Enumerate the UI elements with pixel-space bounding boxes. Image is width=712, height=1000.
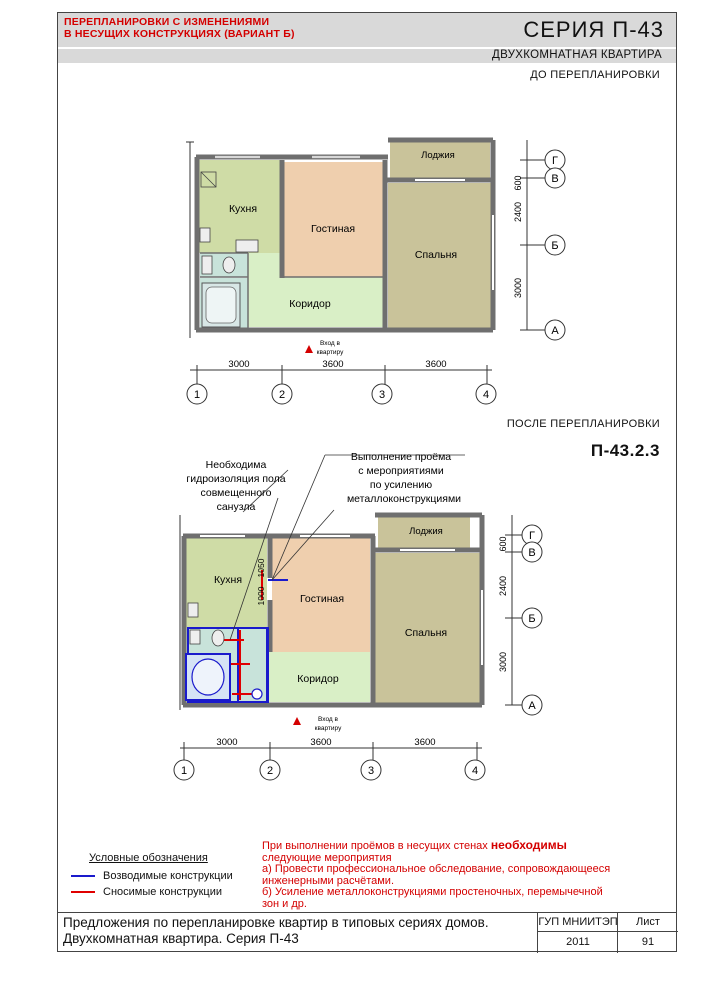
before-label: ДО ПЕРЕПЛАНИРОВКИ [530, 69, 660, 81]
axis-4-after: 4 [471, 765, 479, 777]
room-label-living-after: Гостиная [299, 593, 345, 605]
room-label-loggia-after: Лоджия [409, 526, 443, 537]
legend-swatch-red [71, 891, 95, 893]
title-block-sheet: Лист 91 [617, 913, 678, 953]
axis-B: Б [551, 240, 559, 252]
svg-text:с мероприятиями: с мероприятиями [358, 465, 444, 477]
dim-3000-after: 3000 [216, 737, 238, 748]
requirements-note: При выполнении проёмов в несущих стенах необходимы следующие мероприятия а) Провести профессиональное обследование, сопровождающееся инженерными расчётами. б) Усиление металлоконструкциями простеночных, перемычечной зон и др. [262, 838, 611, 910]
dim-3000v-after: 3000 [498, 651, 508, 673]
legend-swatch-blue [71, 875, 95, 877]
dim-3600b-after: 3600 [414, 737, 436, 748]
dim-3600b: 3600 [425, 359, 447, 370]
legend-layer [57, 12, 677, 912]
room-label-kitchen: Кухня [228, 203, 258, 215]
axis-V-after: В [528, 547, 536, 559]
axis-3: 3 [378, 389, 386, 401]
svg-text:гидроизоляция пола: гидроизоляция пола [186, 473, 286, 485]
room-label-living: Гостиная [310, 223, 356, 235]
axis-G-after: Г [529, 530, 535, 542]
room-label-corridor-after: Коридор [297, 673, 339, 685]
axis-1-after: 1 [180, 765, 188, 777]
title-block-org: ГУП МНИИТЭП 2011 [537, 913, 618, 953]
legend-item-added: Возводимые конструкции [71, 870, 233, 882]
dim-600: 600 [513, 175, 523, 191]
svg-text:по усилению: по усилению [369, 479, 433, 491]
legend-title: Условные обозначения [89, 852, 208, 864]
dim-3000v: 3000 [513, 277, 523, 299]
dim-2400: 2400 [513, 201, 523, 223]
axis-B-after: Б [528, 613, 536, 625]
room-label-kitchen-after: Кухня [213, 574, 243, 586]
title-block-description: Предложения по перепланировке квартир в типовых сериях домов. Двухкомнатная квартира. Серия П-43 [63, 915, 489, 946]
axis-A-after: А [528, 700, 536, 712]
axis-A: А [551, 325, 559, 337]
axis-2: 2 [278, 389, 286, 401]
axis-4: 4 [482, 389, 490, 401]
room-label-corridor: Коридор [289, 298, 331, 310]
header-title-line1: ПЕРЕПЛАНИРОВКИ С ИЗМЕНЕНИЯМИ [64, 16, 270, 28]
axis-G: Г [552, 155, 558, 167]
entrance-label-after-2: квартиру [314, 725, 342, 732]
project-code: П-43.2.3 [590, 441, 660, 460]
apartment-type: ДВУХКОМНАТНАЯ КВАРТИРА [492, 49, 662, 61]
entrance-label-after: Вход в [318, 716, 338, 723]
dim-600-after: 600 [498, 536, 508, 552]
title-block [57, 912, 677, 953]
dim-3000: 3000 [228, 359, 250, 370]
svg-text:санузла: санузла [216, 501, 256, 513]
dim-3600a: 3600 [322, 359, 344, 370]
entrance-label-2: квартиру [316, 349, 344, 356]
svg-text:Необходима: Необходима [205, 459, 267, 471]
dim-3600a-after: 3600 [310, 737, 332, 748]
series-title: СЕРИЯ П-43 [523, 17, 664, 42]
room-label-bedroom-after: Спальня [404, 627, 448, 639]
axis-2-after: 2 [266, 765, 274, 777]
after-label: ПОСЛЕ ПЕРЕПЛАНИРОВКИ [506, 418, 660, 430]
legend-item-removed: Сносимые конструкции [71, 886, 222, 898]
svg-text:металлоконструкциями: металлоконструкциями [346, 493, 462, 505]
axis-3-after: 3 [367, 765, 375, 777]
axis-V: В [551, 173, 559, 185]
svg-text:Выполнение проёма: Выполнение проёма [350, 451, 452, 463]
svg-text:совмещенного: совмещенного [200, 487, 272, 499]
header-title-line2: В НЕСУЩИХ КОНСТРУКЦИЯХ (ВАРИАНТ Б) [64, 28, 295, 40]
room-label-bedroom: Спальня [414, 249, 458, 261]
dim-1050: 1050 [256, 558, 266, 578]
room-label-loggia: Лоджия [421, 150, 455, 161]
axis-1: 1 [193, 389, 201, 401]
dim-1000: 1000 [256, 586, 266, 606]
entrance-label: Вход в [320, 340, 340, 347]
dim-2400-after: 2400 [498, 575, 508, 597]
